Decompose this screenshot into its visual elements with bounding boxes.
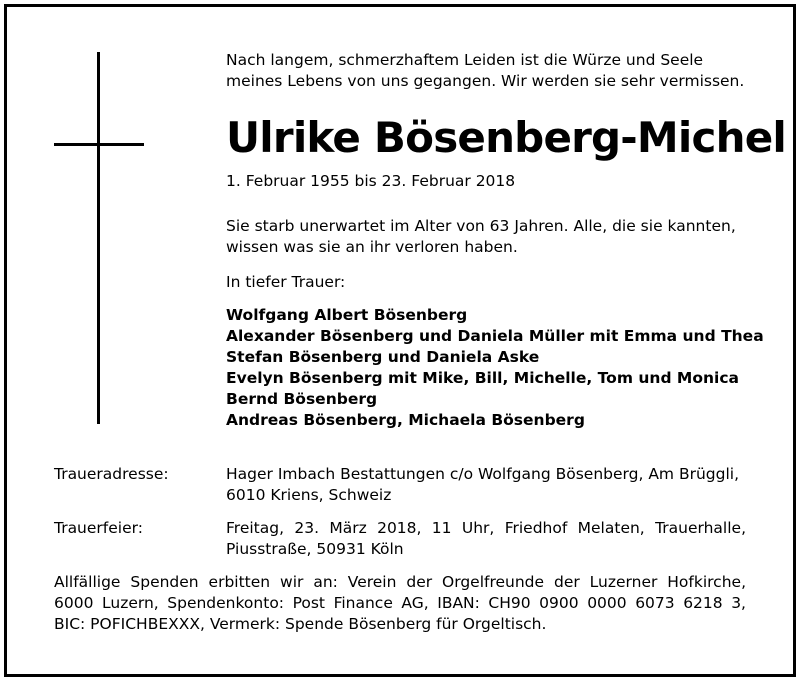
address-line-1: Hager Imbach Bestattungen c/o Wolfgang Bösenberg, Am Brüggli, (226, 465, 739, 483)
donation-line-1: Allfällige Spenden erbitten wir an: Verein der Orgelfreunde der Luzerner Hofkirche, (54, 573, 746, 591)
mourner-6: Andreas Bösenberg, Michaela Bösenberg (226, 411, 585, 429)
ceremony-line-2: Piusstraße, 50931 Köln (226, 540, 404, 558)
ceremony-line-1: Freitag, 23. März 2018, 11 Uhr, Friedhof Melaten, Trauerhalle, (226, 519, 746, 537)
donation-line-2: 6000 Luzern, Spendenkonto: Post Finance AG, IBAN: CH90 0900 0000 6073 6218 3, (54, 594, 746, 612)
mourning-heading: In tiefer Trauer: (226, 273, 346, 291)
mourner-4: Evelyn Bösenberg mit Mike, Bill, Michelle, Tom und Monica (226, 369, 739, 387)
life-dates: 1. Februar 1955 bis 23. Februar 2018 (226, 172, 516, 190)
cross-icon-vertical-bar (97, 52, 100, 424)
donation-line-3: BIC: POFICHBEXXX, Vermerk: Spende Bösenberg für Orgeltisch. (54, 615, 547, 633)
ceremony-block (226, 518, 746, 560)
cross-icon-horizontal-bar (54, 143, 144, 146)
intro-line-1: Nach langem, schmerzhaftem Leiden ist die Würze und Seele (226, 51, 704, 69)
statement-line-2: wissen was sie an ihr verloren haben. (226, 238, 518, 256)
statement-line-1: Sie starb unerwartet im Alter von 63 Jahren. Alle, die sie kannten, (226, 217, 736, 235)
mourner-5: Bernd Bösenberg (226, 390, 378, 408)
mourner-3: Stefan Bösenberg und Daniela Aske (226, 348, 540, 366)
address-line-2: 6010 Kriens, Schweiz (226, 486, 392, 504)
intro-line-2: meines Lebens von uns gegangen. Wir werden sie sehr vermissen. (226, 72, 745, 90)
ceremony-label: Trauerfeier: (54, 519, 143, 537)
mourner-2: Alexander Bösenberg und Daniela Müller mit Emma und Thea (226, 327, 764, 345)
deceased-name: Ulrike Bösenberg-Michel (226, 113, 787, 162)
donation-block (54, 572, 746, 635)
mourner-1: Wolfgang Albert Bösenberg (226, 306, 468, 324)
address-label: Traueradresse: (54, 465, 169, 483)
